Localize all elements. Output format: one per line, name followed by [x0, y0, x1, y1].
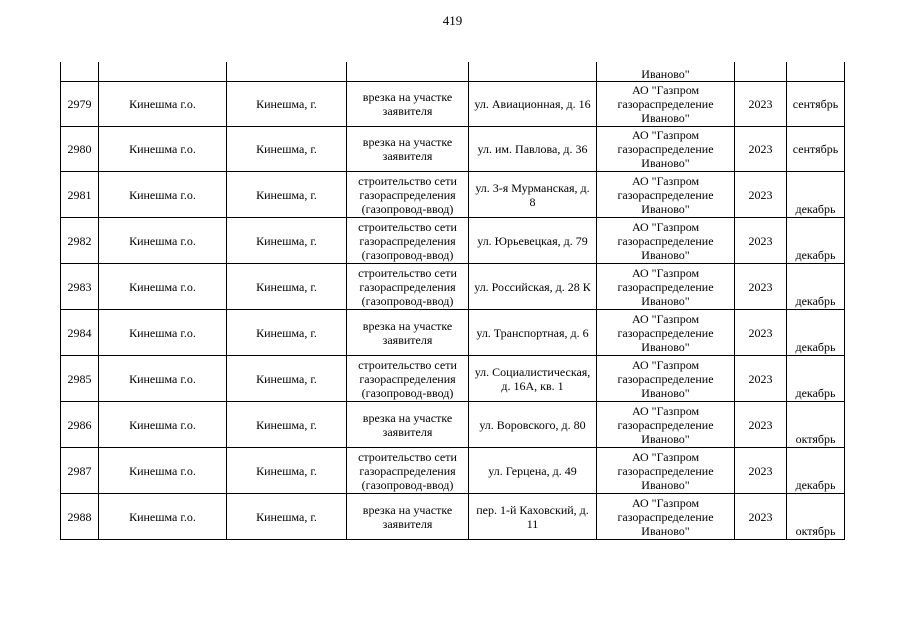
cell-municipality: Кинешма г.о. — [99, 82, 227, 127]
cell-operator: АО "Газпром газораспределение Иваново" — [597, 310, 735, 356]
cell-month: декабрь — [787, 310, 845, 356]
cell-operator: АО "Газпром газораспределение Иваново" — [597, 218, 735, 264]
table-row — [61, 172, 845, 218]
cell-work: врезка на участке заявителя — [347, 82, 469, 127]
cell-address: ул. 3-я Мурманская, д. 8 — [469, 172, 597, 218]
cell-address: пер. 1-й Каховский, д. 11 — [469, 494, 597, 540]
cell-year: 2023 — [735, 82, 787, 127]
cell-address — [469, 62, 597, 82]
cell-month: сентябрь — [787, 82, 845, 127]
cell-operator: АО "Газпром газораспределение Иваново" — [597, 494, 735, 540]
cell-work: врезка на участке заявителя — [347, 494, 469, 540]
cell-year: 2023 — [735, 172, 787, 218]
cell-locality: Кинешма, г. — [227, 264, 347, 310]
cell-year: 2023 — [735, 494, 787, 540]
cell-municipality — [99, 62, 227, 82]
cell-locality: Кинешма, г. — [227, 218, 347, 264]
table-row — [61, 264, 845, 310]
table-row — [61, 127, 845, 172]
cell-address: ул. Российская, д. 28 К — [469, 264, 597, 310]
cell-operator: АО "Газпром газораспределение Иваново" — [597, 264, 735, 310]
cell-year: 2023 — [735, 310, 787, 356]
cell-locality — [227, 62, 347, 82]
cell-work: врезка на участке заявителя — [347, 310, 469, 356]
cell-num: 2982 — [61, 218, 99, 264]
cell-address: ул. Транспортная, д. 6 — [469, 310, 597, 356]
cell-operator: АО "Газпром газораспределение Иваново" — [597, 82, 735, 127]
cell-work: строительство сети газораспределения (газопровод-ввод) — [347, 218, 469, 264]
cell-municipality: Кинешма г.о. — [99, 448, 227, 494]
table-row — [61, 494, 845, 540]
cell-year: 2023 — [735, 402, 787, 448]
cell-address: ул. Социалистическая, д. 16А, кв. 1 — [469, 356, 597, 402]
cell-num: 2983 — [61, 264, 99, 310]
table-row — [61, 356, 845, 402]
cell-year: 2023 — [735, 356, 787, 402]
table-row — [61, 82, 845, 127]
cell-num — [61, 62, 99, 82]
cell-work: строительство сети газораспределения (газопровод-ввод) — [347, 264, 469, 310]
cell-month: декабрь — [787, 172, 845, 218]
cell-month: сентябрь — [787, 127, 845, 172]
cell-year: 2023 — [735, 264, 787, 310]
cell-address: ул. им. Павлова, д. 36 — [469, 127, 597, 172]
cell-operator: АО "Газпром газораспределение Иваново" — [597, 448, 735, 494]
cell-locality: Кинешма, г. — [227, 402, 347, 448]
objects-table — [60, 62, 845, 540]
continuation-row — [61, 62, 845, 82]
cell-work: строительство сети газораспределения (газопровод-ввод) — [347, 172, 469, 218]
cell-address: ул. Авиационная, д. 16 — [469, 82, 597, 127]
cell-month: октябрь — [787, 402, 845, 448]
cell-municipality: Кинешма г.о. — [99, 402, 227, 448]
cell-month — [787, 62, 845, 82]
cell-year: 2023 — [735, 448, 787, 494]
cell-address: ул. Герцена, д. 49 — [469, 448, 597, 494]
cell-work: врезка на участке заявителя — [347, 127, 469, 172]
cell-num: 2988 — [61, 494, 99, 540]
cell-num: 2986 — [61, 402, 99, 448]
cell-operator: АО "Газпром газораспределение Иваново" — [597, 127, 735, 172]
cell-month: октябрь — [787, 494, 845, 540]
cell-locality: Кинешма, г. — [227, 448, 347, 494]
cell-year — [735, 62, 787, 82]
cell-locality: Кинешма, г. — [227, 82, 347, 127]
cell-num: 2984 — [61, 310, 99, 356]
table-row — [61, 448, 845, 494]
cell-locality: Кинешма, г. — [227, 172, 347, 218]
cell-work: врезка на участке заявителя — [347, 402, 469, 448]
cell-municipality: Кинешма г.о. — [99, 127, 227, 172]
cell-locality: Кинешма, г. — [227, 356, 347, 402]
cell-municipality: Кинешма г.о. — [99, 356, 227, 402]
cell-municipality: Кинешма г.о. — [99, 172, 227, 218]
cell-locality: Кинешма, г. — [227, 310, 347, 356]
cell-operator: АО "Газпром газораспределение Иваново" — [597, 402, 735, 448]
cell-num: 2979 — [61, 82, 99, 127]
cell-num: 2985 — [61, 356, 99, 402]
cell-month: декабрь — [787, 356, 845, 402]
cell-num: 2987 — [61, 448, 99, 494]
cell-locality: Кинешма, г. — [227, 494, 347, 540]
cell-municipality: Кинешма г.о. — [99, 218, 227, 264]
table-row — [61, 402, 845, 448]
cell-num: 2980 — [61, 127, 99, 172]
cell-municipality: Кинешма г.о. — [99, 494, 227, 540]
cell-month: декабрь — [787, 218, 845, 264]
cell-address: ул. Воровского, д. 80 — [469, 402, 597, 448]
cell-num: 2981 — [61, 172, 99, 218]
page-number: 419 — [442, 13, 463, 28]
cell-operator: АО "Газпром газораспределение Иваново" — [597, 172, 735, 218]
cell-year: 2023 — [735, 127, 787, 172]
cell-month: декабрь — [787, 264, 845, 310]
table-row — [61, 218, 845, 264]
cell-work — [347, 62, 469, 82]
cell-operator: Иваново" — [597, 62, 735, 82]
cell-municipality: Кинешма г.о. — [99, 264, 227, 310]
cell-address: ул. Юрьевецкая, д. 79 — [469, 218, 597, 264]
cell-year: 2023 — [735, 218, 787, 264]
table-row — [61, 310, 845, 356]
cell-month: декабрь — [787, 448, 845, 494]
cell-operator: АО "Газпром газораспределение Иваново" — [597, 356, 735, 402]
cell-locality: Кинешма, г. — [227, 127, 347, 172]
cell-municipality: Кинешма г.о. — [99, 310, 227, 356]
cell-work: строительство сети газораспределения (газопровод-ввод) — [347, 448, 469, 494]
cell-work: строительство сети газораспределения (газопровод-ввод) — [347, 356, 469, 402]
